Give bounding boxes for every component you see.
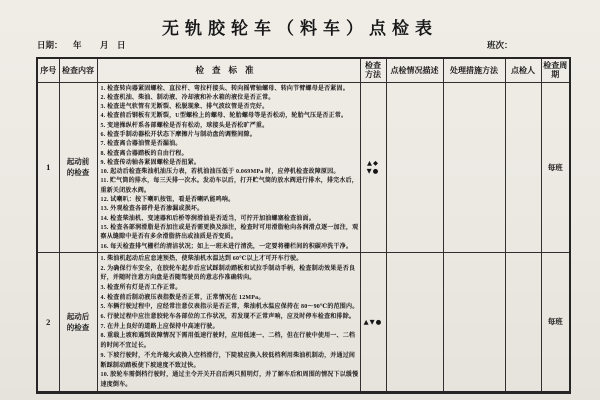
page-title: 无轨胶轮车（料车）点检表	[162, 19, 438, 38]
list-line: ▲◆	[367, 159, 379, 168]
list-line: 11. 贮气筒的排水，每三天排一次水。发动车以后，打开贮气筒的放水阀进行排水，排完水后，重新关闭放水阀。	[100, 178, 358, 194]
list-line: 2. 检查机油、柴油、制动液、冷却液和补水箱的液位是否正常。	[100, 94, 275, 101]
list-line: 13. 外观检查各部件是否渗漏或损坏。	[100, 206, 204, 213]
cycle-cell: 每班	[541, 252, 570, 392]
measures-cell	[443, 252, 505, 392]
col-header-cycle: 检查周期	[541, 58, 570, 82]
table-row-before-start	[37, 82, 570, 252]
measures-cell	[443, 82, 505, 252]
list-line: 6. 行驶过程中应注意胶轮车各部位的工作状况，若发现不正常声响，应及时停车检查和排除。	[100, 314, 356, 321]
list-line: 5. 车辆行驶过程中，应经常注意仪表指示是否正常，柴油机水温应保持在 80～90℃的范围内。	[100, 304, 359, 311]
row-content-label: 起动前的检查	[59, 82, 97, 252]
standards-cell	[97, 82, 360, 252]
date-shift-row	[0, 39, 600, 52]
header-row	[37, 58, 570, 82]
list-line: 3. 检查进气软管有无断裂、松脱现象、排气波纹管是否完好。	[100, 104, 269, 111]
list-line: 9. 检查传动轴各紧固螺栓是否扭紧。	[100, 159, 201, 166]
shift-label: 班次：	[487, 40, 513, 50]
list-line: ▼●	[366, 167, 380, 176]
col-header-standard: 检查标准	[97, 58, 360, 82]
inspector-cell	[505, 252, 541, 392]
list-line: 12. 试喇叭：按下喇叭按钮，看是否喇叭能鸣响。	[100, 197, 235, 204]
year-label: 年	[73, 40, 82, 50]
situation-cell	[386, 82, 443, 252]
list-line: 8. 检查离合器踏板的自由行程。	[100, 150, 188, 157]
method-symbols	[360, 82, 386, 252]
list-line: 3. 检查所有灯是否工作正常。	[100, 284, 182, 291]
standards-cell	[97, 252, 360, 392]
col-header-measures: 处理措施方法	[443, 58, 505, 82]
list-line: 7. 检查离合器油管是否漏油。	[100, 141, 182, 148]
list-line: 4. 检查前后钢板有无断裂，U型螺栓上的螺母、轮胎螺母等是否松动，轮胎气压是否正常。	[100, 113, 348, 120]
list-line: 1. 柴油机起动后应怠速预热，使柴油机水温达到 60℃以上才可开车行驶。	[100, 255, 303, 262]
list-line: 7. 在井上良好的道路上应保持中高速行驶。	[100, 323, 219, 330]
list-line: 9. 下坡行驶时，不允许熄火或换入空档滑行，下陡坡应换入较低档利用柴油机制动，并通过间断踩制动踏板使下坡速度不致过快。	[100, 352, 356, 369]
date-label: 日期：	[37, 40, 63, 50]
method-symbols	[360, 252, 386, 392]
list-line: 10. 胶轮车需倒档行驶时，通过主令开关开启后两只照明灯，并了解车后和周围的情况下以缓慢速度倒车。	[100, 372, 359, 388]
list-line: 14. 检查柴油机、变速器和后桥等润滑油是否适当，可拧开加油螺塞检查油面。	[100, 215, 315, 222]
col-header-content: 检查内容	[59, 58, 97, 82]
list-line: 15. 检查各部润滑脂是否加注或是否需更换及添注，检查时可用滑脂枪向各润滑点逐一加注，观察从缝隙中是否有多余滑脂挤出或油质是否变质。	[100, 224, 359, 241]
cycle-cell: 每班	[541, 82, 570, 252]
table-row-after-start	[37, 252, 570, 392]
list-line: 2. 为确保行车安全，在胶轮车起步后应试踩制动踏板和试拉手制动手柄，检查制动效果是否良好，并随时注意方向盘是否随驾驶员的意志作准确转向。	[100, 265, 356, 282]
inspection-table	[36, 57, 571, 394]
col-header-situation: 点检情况描述	[386, 58, 443, 82]
situation-cell	[386, 252, 443, 392]
list-line: 1. 检查转向器紧固螺栓、直拉杆、弯拉杆接头、转向摇臂轴螺母、转向节臂螺母是否紧固。	[100, 85, 349, 92]
month-label: 月	[100, 40, 109, 50]
list-line: 8. 重载上坡和遇到故障情况下需用低速行驶时，应用低速一、二档，但在行驶中使用一、二档的时间不宜过长。	[100, 333, 356, 350]
row-number: 2	[37, 252, 59, 392]
col-header-method: 检查方法	[360, 58, 386, 82]
list-line: 16. 每天检查排气栅栏的清洁状况；如上一班未进行清洗，一定要将栅栏间的积碳冲洗干净。	[100, 243, 353, 250]
inspector-cell	[505, 82, 541, 252]
day-label: 日	[117, 40, 126, 50]
list-line: 5. 变速操纵杆系各部螺栓是否有松动，球接头是否松旷严重。	[100, 122, 269, 129]
row-content-label: 起动后的检查	[59, 252, 97, 392]
list-line: 10. 起动后检查柴油机油压力表，若机油油压低于 0.069MPa 时，应停机检查故障原因。	[100, 169, 340, 176]
list-line: 4. 检查前后制动液压表指数是否正常，正常情况在 12MPa。	[100, 294, 265, 301]
col-header-inspector: 点检人	[505, 58, 541, 82]
list-line: 6. 检查手制动器松开状态下摩擦片与制动盘的调整间隙。	[100, 131, 256, 138]
list-line: ▲▼●	[363, 317, 383, 326]
row-number: 1	[37, 82, 59, 252]
col-header-no: 序号	[37, 58, 59, 82]
